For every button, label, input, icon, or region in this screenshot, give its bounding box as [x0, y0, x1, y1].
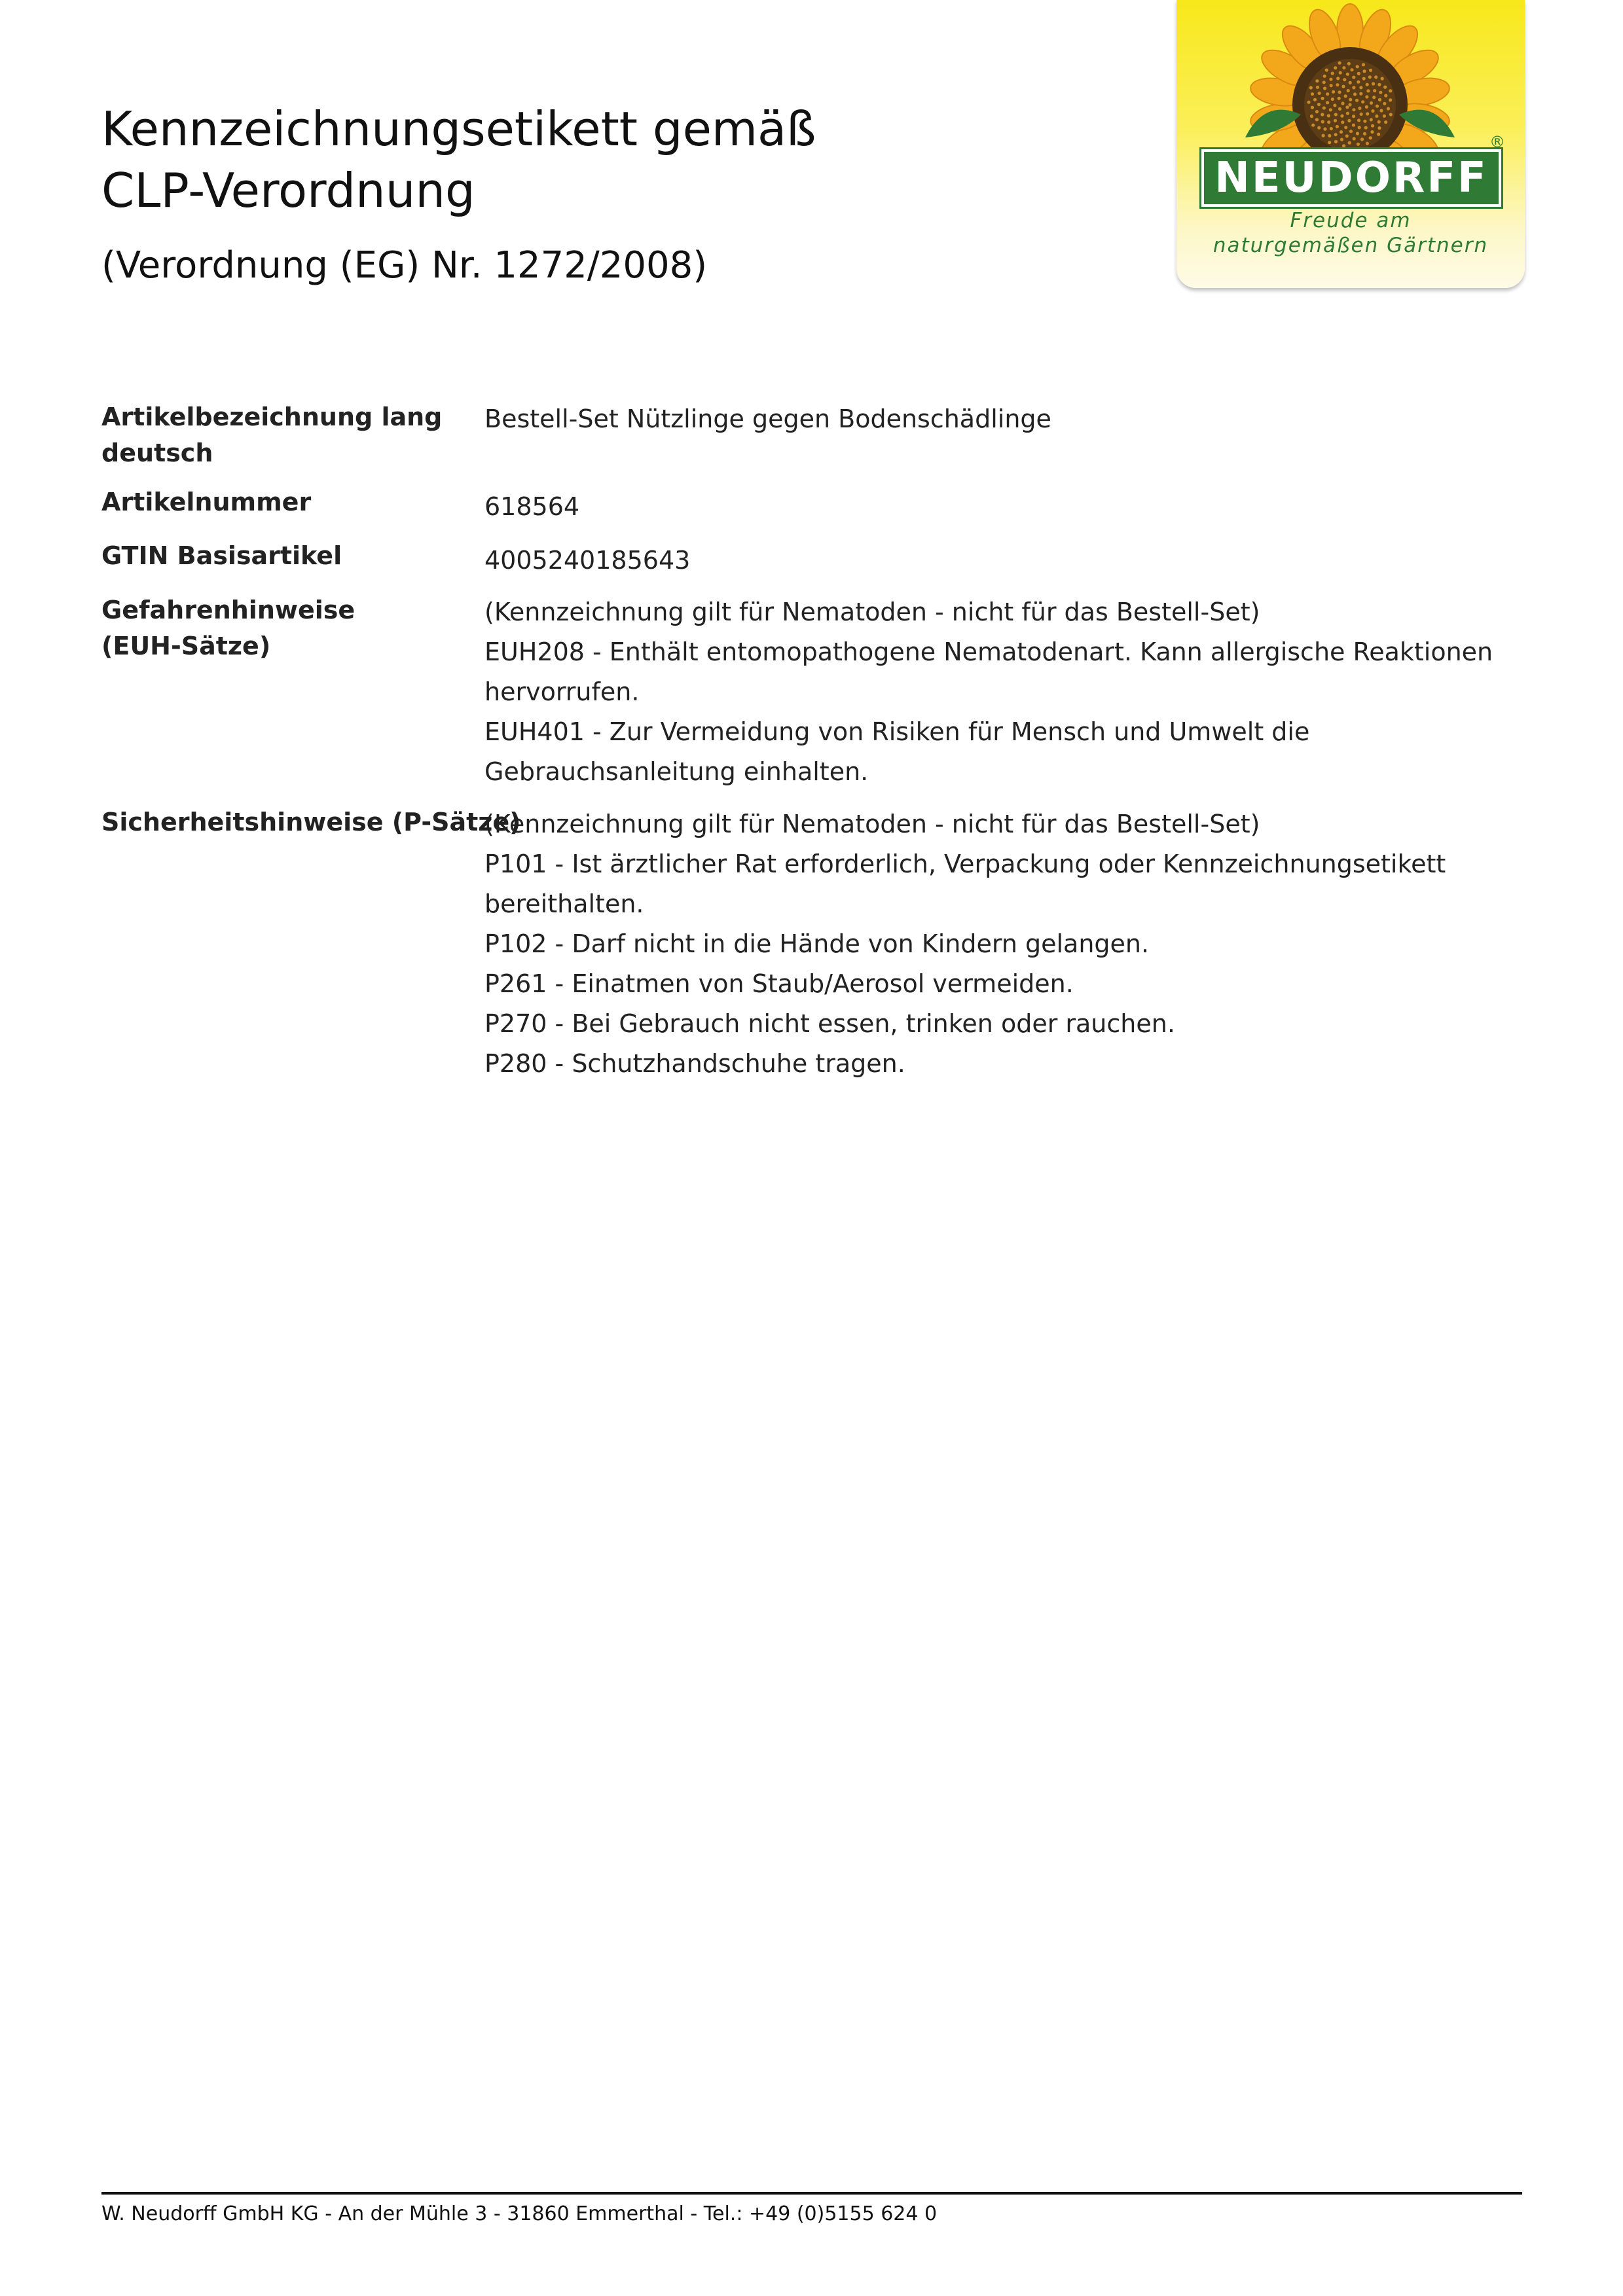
sunflower-seed: [1315, 79, 1319, 82]
sunflower-seed: [1330, 127, 1333, 130]
title-line-2: CLP-Verordnung: [101, 163, 475, 218]
sunflower-seed: [1356, 65, 1359, 68]
sunflower-seed: [1346, 73, 1349, 76]
sunflower-seed: [1349, 130, 1353, 133]
sunflower-seed: [1311, 124, 1315, 127]
sunflower-seed: [1340, 115, 1343, 118]
sunflower-seed: [1334, 119, 1337, 122]
sunflower-seed: [1368, 75, 1372, 79]
sunflower-seed: [1371, 124, 1374, 128]
registered-mark: ®: [1489, 133, 1505, 151]
value-line: P270 - Bei Gebrauch nicht essen, trinken oder rauchen.: [484, 1009, 1175, 1038]
value-line: P280 - Schutzhandschuhe tragen.: [484, 1049, 905, 1078]
sunflower-seed: [1352, 124, 1355, 127]
sunflower-seed: [1326, 92, 1329, 96]
value-line: 618564: [484, 492, 580, 521]
sunflower-seed: [1362, 77, 1366, 81]
sunflower-seed: [1311, 92, 1314, 96]
value-article-name: [484, 399, 1519, 439]
sunflower-seed: [1370, 130, 1374, 134]
sunflower-seed: [1342, 144, 1345, 147]
sunflower-seed: [1323, 128, 1326, 131]
sunflower-seed: [1338, 90, 1341, 94]
sunflower-seed: [1362, 69, 1366, 73]
sunflower-seed: [1389, 113, 1393, 116]
sunflower-seed: [1357, 118, 1360, 122]
sunflower-seed: [1349, 98, 1352, 101]
sunflower-seed: [1338, 107, 1341, 111]
sunflower-seed: [1318, 92, 1321, 95]
page-subtitle: (Verordnung (EG) Nr. 1272/2008): [101, 244, 708, 287]
tagline-line-2: naturgemäßen Gärtnern: [1213, 234, 1489, 257]
sunflower-seed: [1328, 134, 1331, 137]
sunflower-seed: [1339, 71, 1342, 75]
sunflower-seed: [1322, 81, 1326, 84]
sunflower-seed: [1383, 102, 1386, 105]
sunflower-seed: [1377, 83, 1381, 86]
title-line-1: Kennzeichnungsetikett gemäß: [101, 101, 816, 156]
label-gtin: GTIN Basisartikel: [101, 541, 342, 570]
sunflower-seed: [1333, 103, 1336, 107]
sunflower-seed: [1381, 77, 1384, 81]
value-article-number: [484, 487, 1519, 527]
sunflower-seed: [1334, 140, 1338, 143]
sunflower-seed: [1377, 126, 1381, 130]
label-hazard-statements: Gefahrenhinweise (EUH-Sätze): [101, 596, 356, 660]
sunflower-seed: [1321, 97, 1324, 100]
sunflower-seed: [1389, 98, 1392, 101]
value-line: 4005240185643: [484, 546, 691, 575]
sunflower-seed: [1315, 118, 1319, 121]
sunflower-seed: [1326, 101, 1329, 104]
sunflower-seed: [1365, 95, 1368, 98]
sunflower-seed: [1344, 94, 1347, 98]
sunflower-seed: [1342, 66, 1345, 69]
sunflower-seed: [1358, 126, 1361, 129]
value-line: (Kennzeichnung gilt für Nematoden - nicht für das Bestell-Set): [484, 810, 1260, 838]
sunflower-seed: [1360, 137, 1364, 141]
sunflower-seed: [1347, 119, 1351, 122]
sunflower-seed: [1383, 86, 1387, 89]
sunflower-seed: [1323, 86, 1326, 90]
sunflower-seed: [1322, 134, 1325, 137]
sunflower-seed: [1316, 86, 1319, 89]
label-article-number: Artikelnummer: [101, 488, 312, 516]
sunflower-seed: [1327, 114, 1330, 117]
sunflower-seed: [1366, 142, 1369, 145]
sunflower-seed: [1356, 132, 1359, 135]
sunflower-seed: [1341, 120, 1344, 124]
sunflower-seed: [1345, 105, 1349, 109]
sunflower-seed: [1343, 78, 1346, 81]
sunflower-seed: [1328, 141, 1331, 144]
sunflower-seed: [1341, 85, 1345, 88]
value-gtin: [484, 541, 1519, 581]
sunflower-seed: [1361, 100, 1364, 103]
sunflower-seed: [1363, 132, 1366, 135]
sunflower-seed: [1334, 113, 1338, 116]
sunflower-seed: [1321, 120, 1324, 123]
value-line: (Kennzeichnung gilt für Nematoden - nicht für das Bestell-Set): [484, 598, 1260, 626]
value-line: Gebrauchsanleitung einhalten.: [484, 757, 869, 786]
sunflower-seed: [1358, 107, 1361, 110]
sunflower-seed: [1376, 105, 1379, 108]
sunflower-seed: [1383, 115, 1386, 118]
sunflower-seed: [1352, 115, 1355, 118]
neudorff-logo: [1176, 0, 1525, 288]
sunflower-seed: [1311, 106, 1314, 109]
sunflower-seed: [1336, 83, 1339, 86]
sunflower-seed: [1307, 101, 1310, 104]
sunflower-seed: [1366, 112, 1369, 115]
value-line: hervorrufen.: [484, 677, 640, 706]
sunflower-seed: [1359, 86, 1362, 89]
sunflower-seed: [1309, 86, 1313, 89]
sunflower-seed: [1374, 75, 1377, 79]
sunflower-seed: [1350, 68, 1353, 71]
sunflower-seed: [1329, 78, 1332, 81]
sunflower-seed: [1363, 120, 1366, 123]
sunflower-seed: [1344, 126, 1347, 129]
sunflower-seed: [1378, 98, 1381, 101]
sunflower-seed: [1336, 125, 1339, 128]
sunflower-seed: [1369, 136, 1372, 139]
sunflower-seed: [1373, 89, 1376, 92]
sunflower-seed: [1357, 72, 1360, 75]
brand-name: NEUDORFF: [1201, 149, 1501, 207]
sunflower-seed: [1379, 91, 1382, 94]
sunflower-seed: [1387, 107, 1390, 110]
value-line: EUH208 - Enthält entomopathogene Nematodenart. Kann allergische Reaktionen: [484, 637, 1493, 666]
sunflower-seed: [1353, 137, 1356, 140]
sunflower-seed: [1370, 101, 1373, 105]
sunflower-seed: [1377, 120, 1381, 124]
sunflower-seed: [1340, 138, 1343, 141]
sunflower-seed: [1347, 62, 1351, 65]
sunflower-seed: [1346, 112, 1349, 115]
value-line: P101 - Ist ärztlicher Rat erforderlich, Verpackung oder Kennzeichnungsetikett: [484, 850, 1446, 878]
sunflower-seed: [1362, 63, 1365, 66]
sunflower-seed: [1359, 92, 1362, 96]
sunflower-seed: [1321, 113, 1324, 116]
sunflower-seed: [1330, 84, 1333, 87]
sunflower-seed: [1377, 133, 1380, 136]
label-article-name: Artikelbezeichnung lang deutsch: [101, 403, 443, 467]
sunflower-seed: [1348, 141, 1351, 145]
sunflower-seed: [1348, 103, 1351, 106]
sunflower-seed: [1365, 105, 1368, 109]
sunflower-seed: [1352, 108, 1355, 111]
sunflower-seed: [1366, 83, 1369, 86]
sunflower-seed: [1341, 101, 1344, 105]
sunflower-seed: [1332, 90, 1335, 94]
sunflower-seed: [1355, 99, 1359, 102]
sunflower-seed: [1317, 103, 1321, 106]
sunflower-seed: [1329, 108, 1332, 111]
sunflower-seed: [1372, 96, 1376, 99]
sunflower-seed: [1384, 120, 1387, 124]
sunflower-seed: [1334, 66, 1337, 69]
tagline-line-1: Freude am: [1290, 209, 1412, 232]
sunflower-seed: [1372, 82, 1375, 85]
page-title: [101, 98, 816, 221]
value-line: bereithalten.: [484, 889, 644, 918]
sunflower-seed: [1364, 126, 1368, 130]
sunflower-seed: [1353, 92, 1357, 96]
sunflower-seed: [1315, 110, 1319, 113]
value-hazard-statements: [484, 592, 1519, 792]
sunflower-seed: [1338, 97, 1341, 100]
sunflower-seed: [1352, 76, 1355, 79]
sunflower-seed: [1317, 126, 1321, 130]
sunflower-seed: [1357, 81, 1360, 84]
sunflower-seed: [1325, 69, 1328, 72]
sunflower-seed: [1347, 89, 1350, 92]
sunflower-seed: [1340, 130, 1343, 134]
sunflower-seed: [1336, 77, 1340, 80]
value-line: Bestell-Set Nützlinge gegen Bodenschädlinge: [484, 404, 1051, 433]
sunflower-seed: [1334, 133, 1338, 136]
sunflower-seed: [1384, 94, 1387, 98]
sunflower-seed: [1366, 89, 1370, 92]
sunflower-seed: [1379, 109, 1383, 112]
sunflower-seed: [1323, 75, 1326, 78]
sunflower-seed: [1338, 62, 1341, 65]
value-line: P102 - Darf nicht in die Hände von Kindern gelangen.: [484, 929, 1150, 958]
sunflower-seed: [1349, 81, 1352, 84]
footer-divider: [101, 2192, 1522, 2195]
sunflower-seed: [1331, 72, 1334, 75]
sunflower-seed: [1371, 109, 1374, 113]
sunflower-seed: [1369, 69, 1372, 72]
sunflower-seed: [1331, 98, 1334, 101]
sunflower-seed: [1327, 120, 1330, 124]
sunflower-seed: [1360, 113, 1363, 116]
value-precautionary-statements: [484, 804, 1519, 1084]
value-line: EUH401 - Zur Vermeidung von Risiken für Mensch und Umwelt die: [484, 717, 1310, 746]
value-line: P261 - Einatmen von Staub/Aerosol vermeiden.: [484, 969, 1074, 998]
sunflower-seed: [1310, 115, 1313, 118]
sunflower-seed: [1370, 118, 1373, 121]
sunflower-seed: [1389, 89, 1392, 92]
sunflower-seed: [1352, 86, 1355, 89]
sunflower-seed: [1322, 106, 1326, 109]
sunflower-seed: [1357, 143, 1360, 146]
sunflower-seed: [1313, 98, 1317, 101]
sunflower-seed: [1375, 115, 1378, 118]
label-precautionary-statements: Sicherheitshinweise (P-Sätze): [101, 808, 521, 836]
footer-address: W. Neudorff GmbH KG - An der Mühle 3 - 31860 Emmerthal - Tel.: +49 (0)5155 624 0: [101, 2202, 938, 2225]
sunflower-seed: [1345, 134, 1349, 137]
